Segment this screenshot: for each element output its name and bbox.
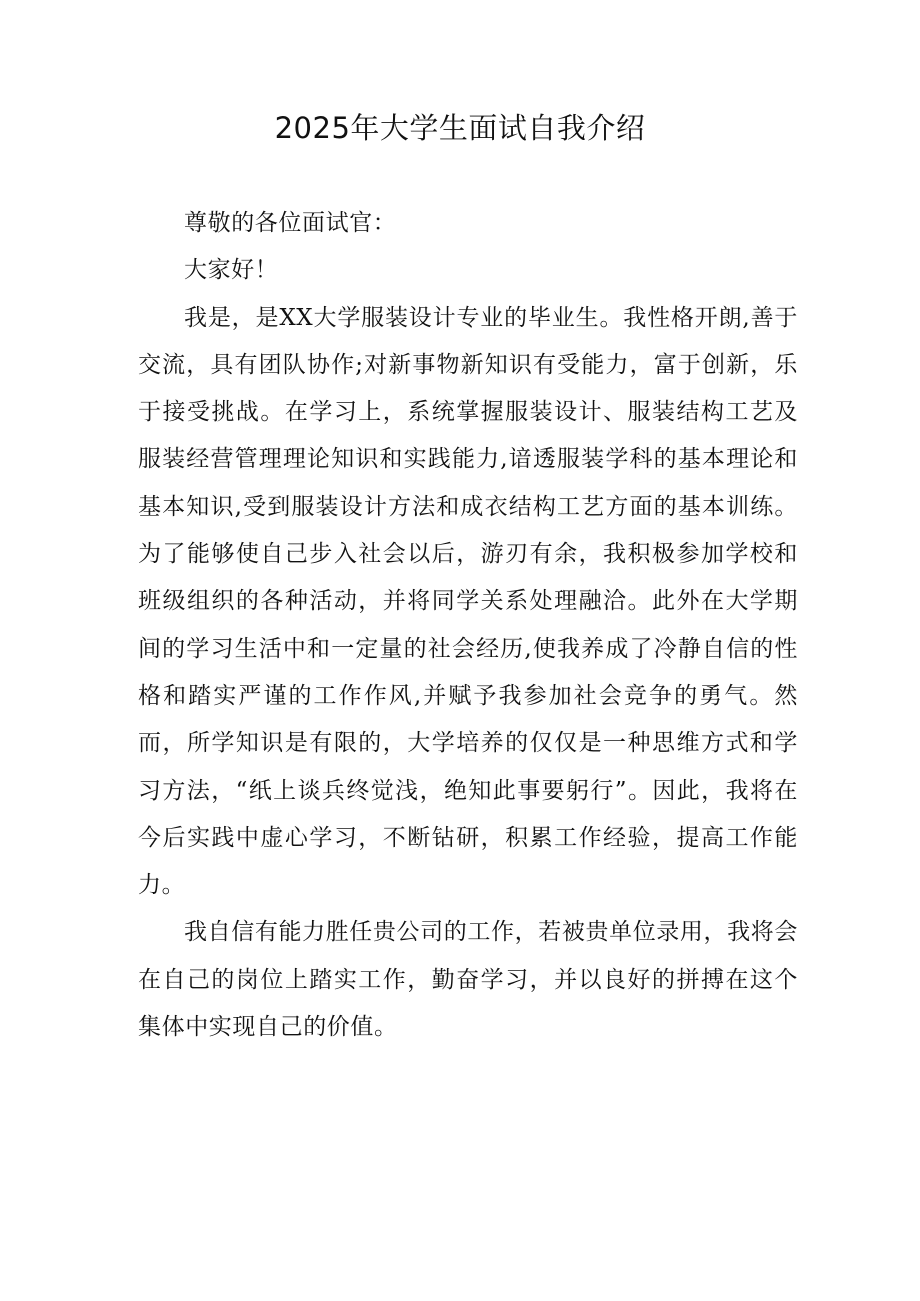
- greeting-paragraph: 大家好！: [184, 257, 279, 284]
- introduction-paragraph: 我是，是XX大学服装设计专业的毕业生。我性格开朗,善于交流，具有团队协作;对新事物新知识有受能力，富于创新，乐于接受挑战。在学习上，系统掌握服装设计、服装结构工艺及服装经营管理理论知识和实践能力,谙透服装学科的基本理论和基本知识,受到服装设计方法和成衣结构工艺方面的基本训练。为了能够使自己步入社会以后，游刃有余，我积极参加学校和班级组织的各种活动，并将同学关系处理融洽。此外在大学期间的学习生活中和一定量的社会经历,使我养成了冷静自信的性格和踏实严谨的工作作风,并赋予我参加社会竞争的勇气。然而，所学知识是有限的，大学培养的仅仅是一种思维方式和学习方法，“纸上谈兵终觉浅，绝知此事要躬行”。因此，我将在今后实践中虚心学习，不断钻研，积累工作经验，提高工作能力。: [138, 304, 798, 899]
- salutation-paragraph: 尊敬的各位面试官：: [184, 210, 397, 236]
- document-title: 2025年大学生面试自我介绍: [274, 111, 646, 145]
- closing-paragraph: 我自信有能力胜任贵公司的工作，若被贵单位录用，我将会在自己的岗位上踏实工作，勤奋学习，并以良好的拼搏在这个集体中实现自己的价值。: [138, 919, 798, 1041]
- document-body: [138, 200, 798, 1051]
